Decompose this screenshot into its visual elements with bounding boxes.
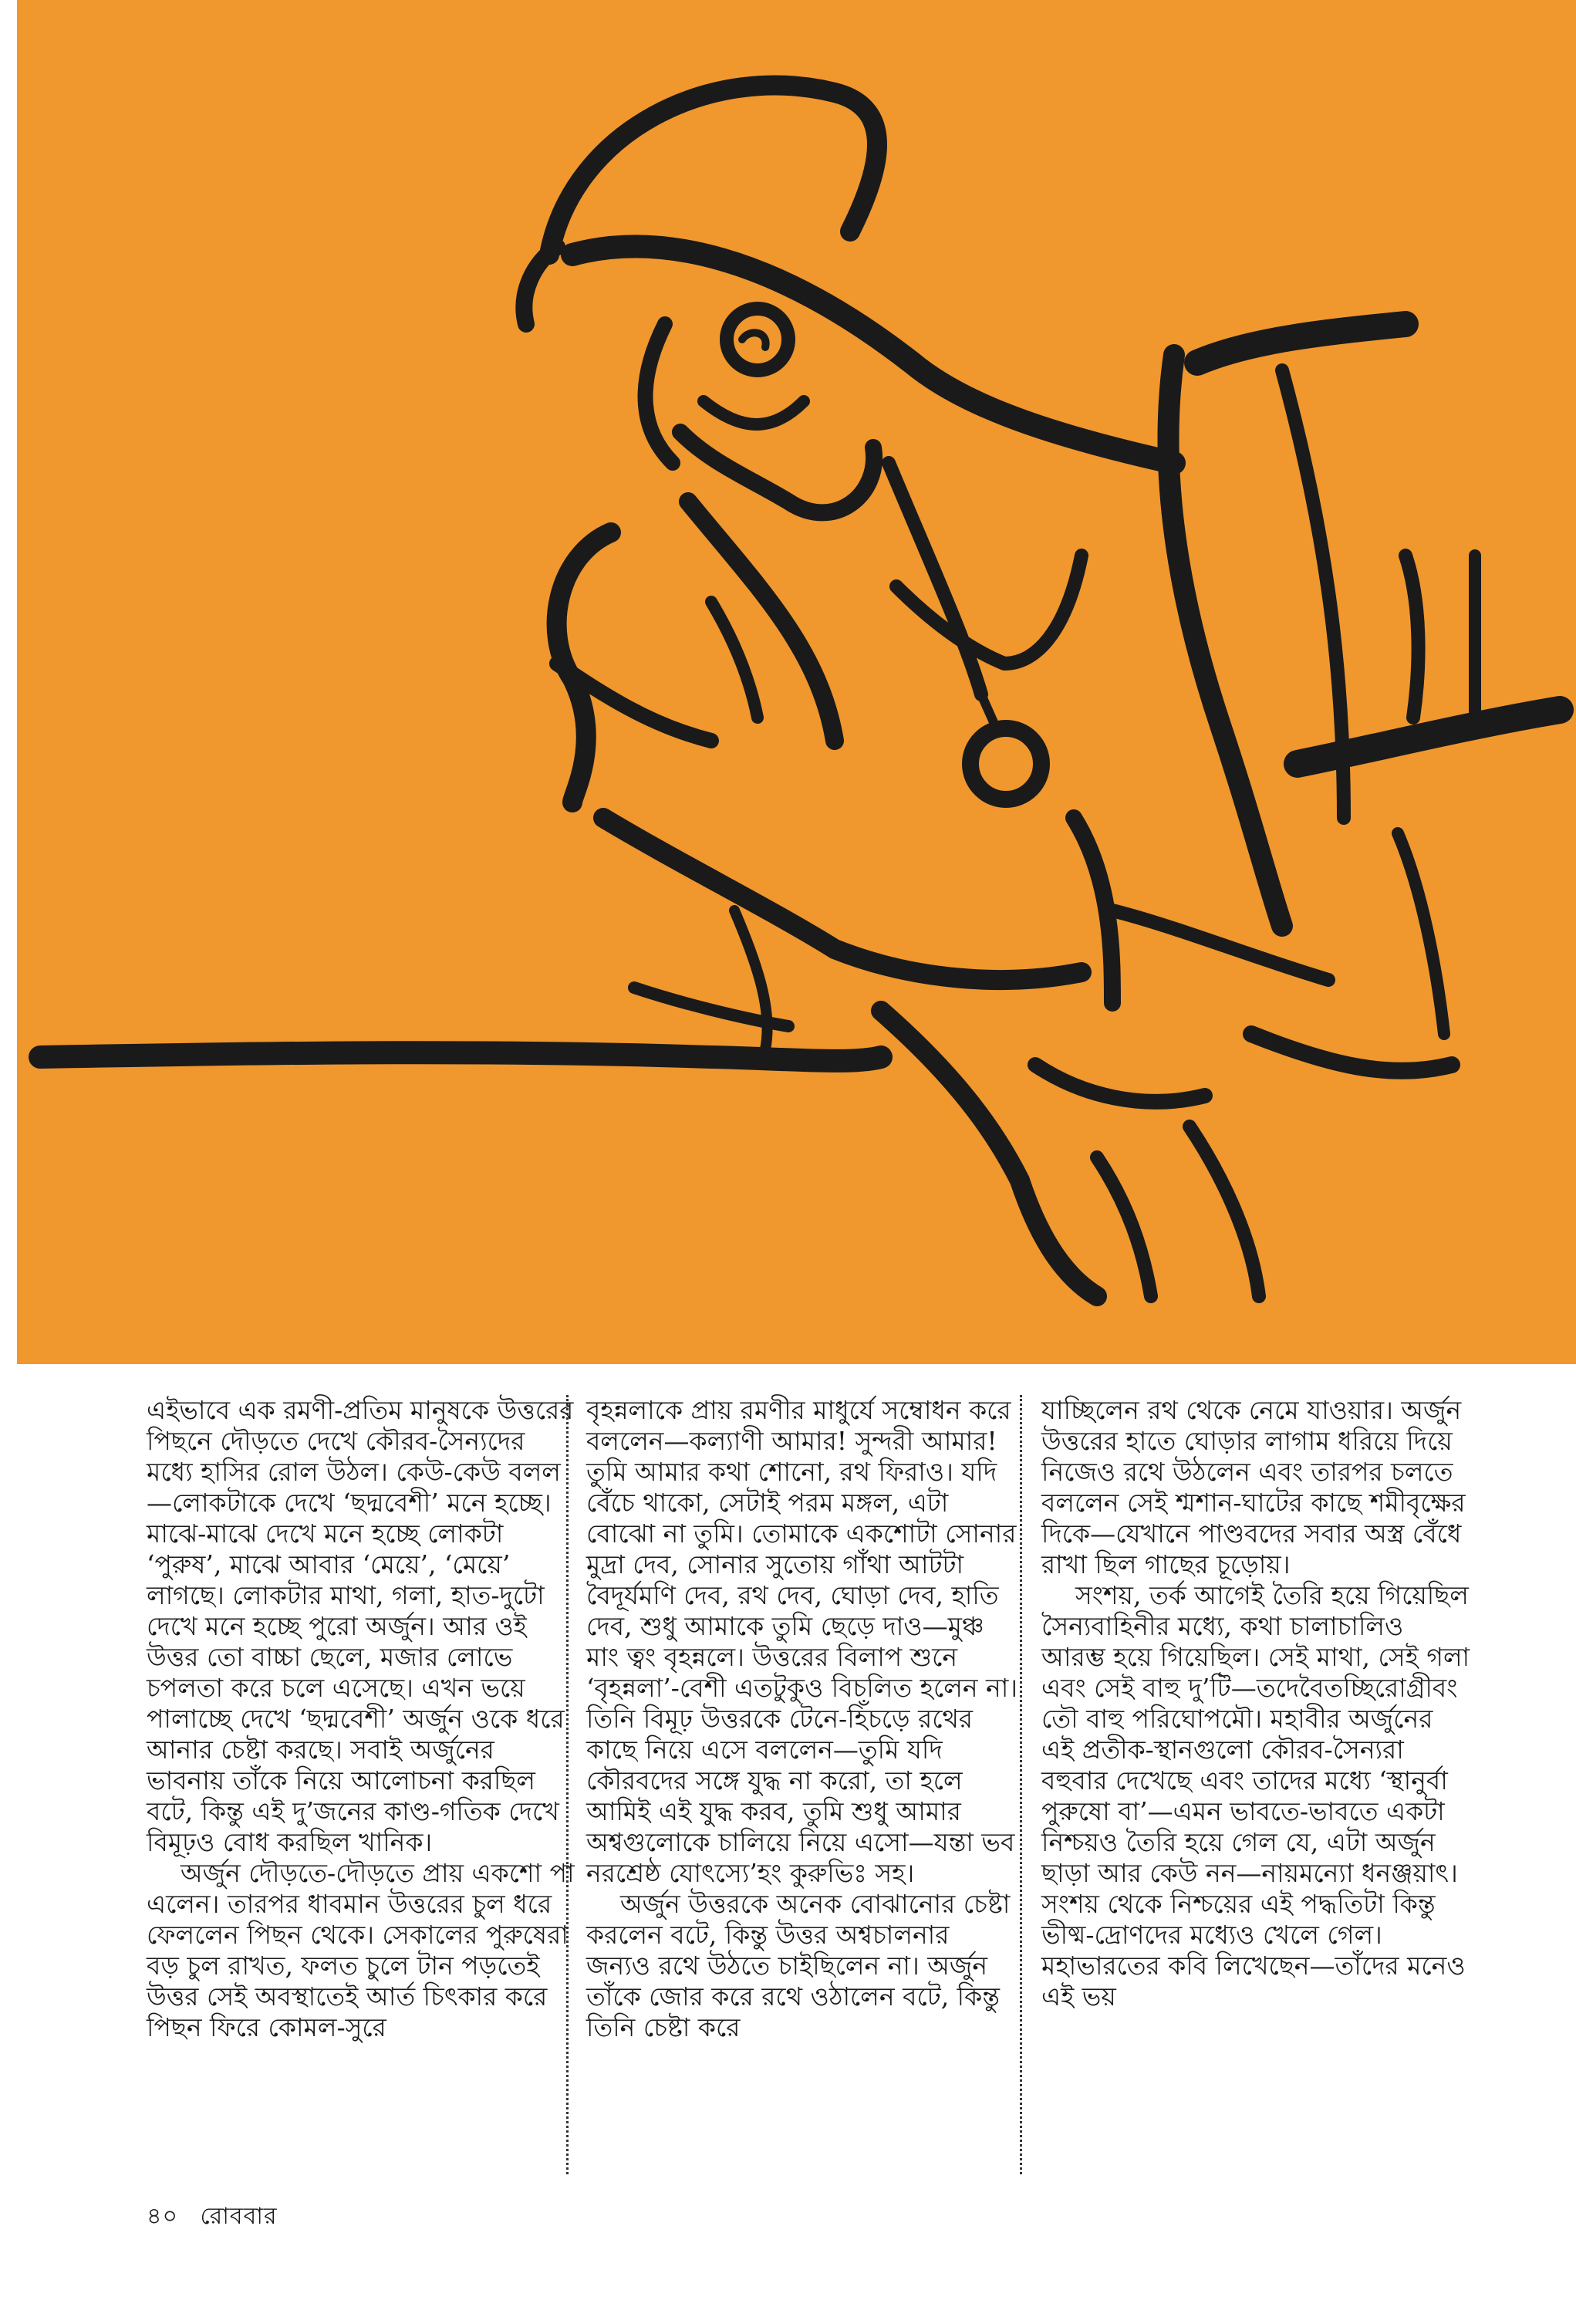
column-3-paragraph-2: সংশয়, তর্ক আগেই তৈরি হয়ে গিয়েছিল সৈন্যবাহিনীর মধ্যে, কথা চালাচালিও আরম্ভ হয়ে গিয়েছিল। সেই মাথা, সেই গলা এবং সেই বাহু দু’টি—তদেবৈতচ্ছিরোগ্রীবং তৌ বাহু পরিঘোপমৌ। মহাবীর অর্জুনের এই প্রতীক-স্থানগুলো কৌরব-সৈন্যরা বহুবার দেখেছে এবং তাদের মধ্যে ‘স্থানুর্বা পুরুষো বা’—এমন ভাবতে-ভাবতে একটা নিশ্চয়ও তৈরি হয়ে গেল যে, এটা অর্জুন ছাড়া আর কেউ নন—নায়মন্যো ধনঞ্জয়াৎ। সংশয় থেকে নিশ্চয়ের এই পদ্ধতিটা কিন্তু ভীষ্ম-দ্রোণদের মধ্যেও খেলে গেল। মহাভারতের কবি লিখেছেন—তাঁদের মনেও এই ভয় xyxy=(1041,1580,1470,2012)
article-column-1 xyxy=(147,1395,579,2043)
column-1-paragraph-1: এইভাবে এক রমণী-প্রতিম মানুষকে উত্তরের পিছনে দৌড়তে দেখে কৌরব-সৈন্যদের মধ্যে হাসির রোল উঠল। কেউ-কেউ বলল—লোকটাকে দেখে ‘ছদ্মবেশী’ মনে হচ্ছে। মাঝে-মাঝে দেখে মনে হচ্ছে লোকটা ‘পুরুষ’, মাঝে আবার ‘মেয়ে’, ‘মেয়ে’ লাগছে। লোকটার মাথা, গলা, হাত-দুটো দেখে মনে হচ্ছে পুরো অর্জুন। আর ওই উত্তর তো বাচ্চা ছেলে, মজার লোভে চপলতা করে চলে এসেছে। এখন ভয়ে পালাচ্ছে দেখে ‘ছদ্মবেশী’ অর্জুন ওকে ধরে আনার চেষ্টা করছে। সবাই অর্জুনের ভাবনায় তাঁকে নিয়ে আলোচনা করছিল বটে, কিন্তু এই দু’জনের কাণ্ড-গতিক দেখে বিমূঢ়ও বোধ করছিল খানিক। xyxy=(147,1395,574,1857)
column-2-paragraph-1: বৃহন্নলাকে প্রায় রমণীর মাধুর্যে সম্বোধন করে বললেন—কল্যাণী আমার! সুন্দরী আমার! তুমি আমার কথা শোনো, রথ ফিরাও। যদি বেঁচে থাকো, সেটাই পরম মঙ্গল, এটা বোঝো না তুমি। তোমাকে একশোটা সোনার মুদ্রা দেব, সোনার সুতোয় গাঁথা আটটা বৈদূর্যমণি দেব, রথ দেব, ঘোড়া দেব, হাতি দেব, শুধু আমাকে তুমি ছেড়ে দাও—মুঞ্চ মাং ত্বং বৃহন্নলে। উত্তরের বিলাপ শুনে ‘বৃহন্নলা’-বেশী এতটুকুও বিচলিত হলেন না। তিনি বিমূঢ় উত্তরকে টেনে-হিঁচড়ে রথের কাছে নিয়ে এসে বললেন—তুমি যদি কৌরবদের সঙ্গে যুদ্ধ না করো, তা হলে আমিই এই যুদ্ধ করব, তুমি শুধু আমার অশ্বগুলোকে চালিয়ে নিয়ে এসো—যন্তা ভব নরশ্রেষ্ঠ যোৎস্যে’হং কুরুভিঃ সহ। xyxy=(586,1395,1018,1888)
column-divider xyxy=(566,1395,569,2174)
page-number: ৪০ xyxy=(147,2203,178,2230)
hero-illustration xyxy=(17,0,1576,1364)
article-column-2 xyxy=(586,1395,1018,2043)
column-2-paragraph-2: অর্জুন উত্তরকে অনেক বোঝানোর চেষ্টা করলেন বটে, কিন্তু উত্তর অশ্বচালনার জন্যও রথে উঠতে চাইছিলেন না। অর্জুন তাঁকে জোর করে রথে ওঠালেন বটে, কিন্তু তিনি চেষ্টা করে xyxy=(586,1889,1011,2042)
page-folio xyxy=(147,2197,278,2237)
column-divider xyxy=(1020,1395,1022,2174)
column-1-paragraph-2: অর্জুন দৌড়তে-দৌড়তে প্রায় একশো পা এলেন। তারপর ধাবমান উত্তরের চুল ধরে ফেললেন পিছন থেকে। সেকালের পুরুষেরা বড় চুল রাখত, ফলত চুলে টান পড়তেই উত্তর সেই অবস্থাতেই আর্ত চিৎকার করে পিছন ফিরে কোমল-সুরে xyxy=(147,1858,575,2042)
column-3-paragraph-1: যাচ্ছিলেন রথ থেকে নেমে যাওয়ার। অর্জুন উত্তরের হাতে ঘোড়ার লাগাম ধরিয়ে দিয়ে নিজেও রথে উঠলেন এবং তারপর চলতে বললেন সেই শ্মশান-ঘাটের কাছে শমীবৃক্ষের দিকে—যেখানে পাণ্ডবদের সবার অস্ত্র বেঁধে রাখা ছিল গাছের চূড়োয়। xyxy=(1041,1395,1466,1579)
magazine-name: রোববার xyxy=(200,2203,278,2230)
article-column-3 xyxy=(1041,1395,1473,2012)
ink-figure-drawing xyxy=(17,0,1576,1364)
